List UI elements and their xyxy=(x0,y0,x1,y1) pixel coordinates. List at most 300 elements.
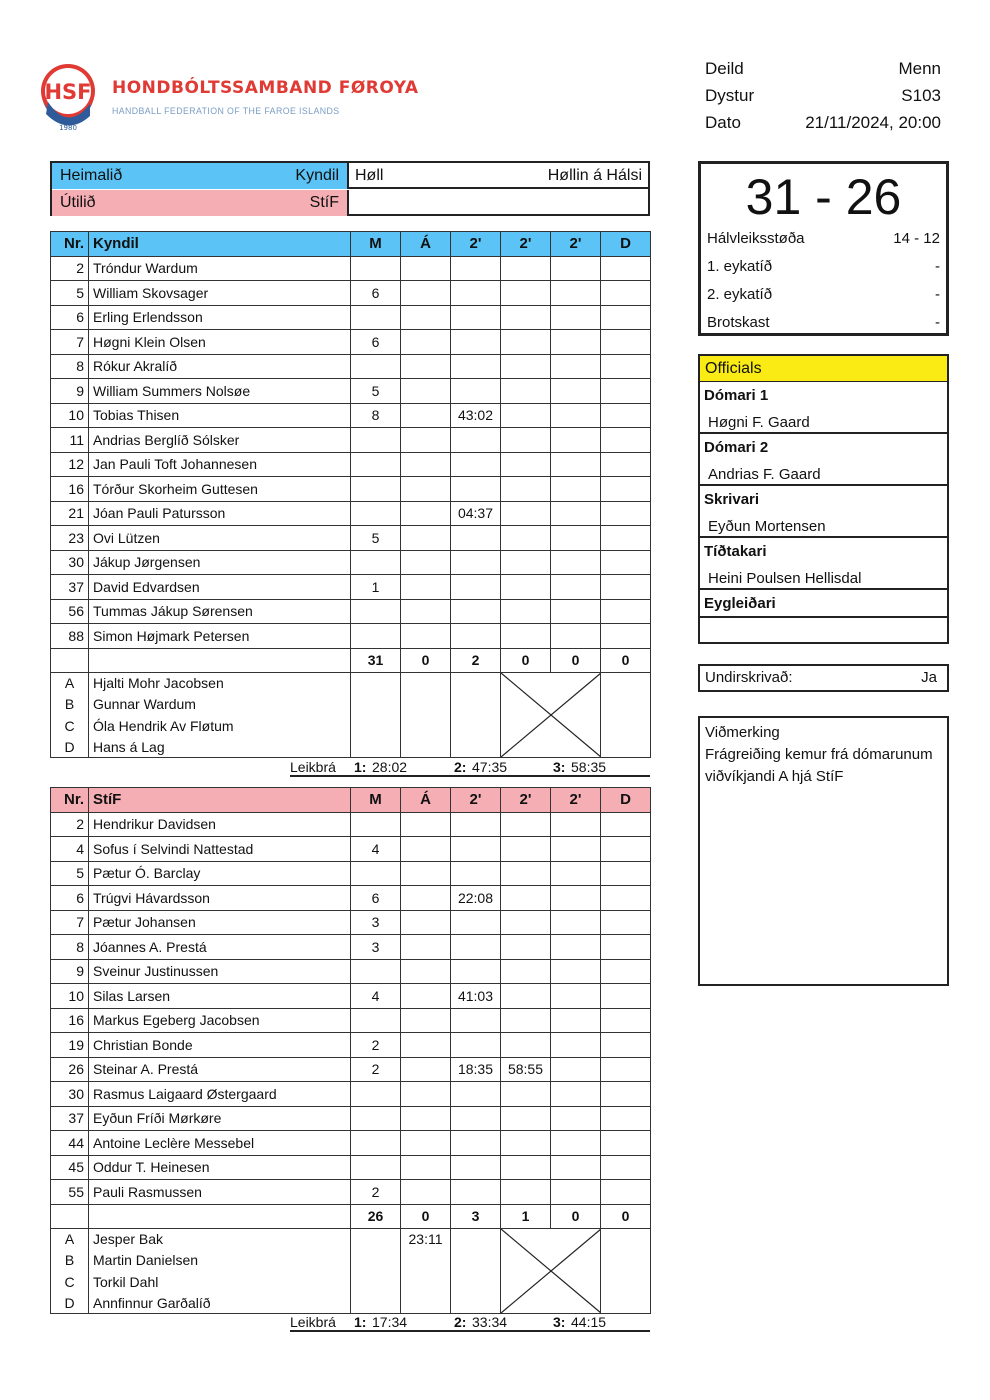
player-number: 10 xyxy=(51,984,89,1009)
player-a xyxy=(401,1155,451,1180)
player-number: 37 xyxy=(51,1106,89,1131)
player-t1 xyxy=(451,281,501,306)
player-a xyxy=(401,501,451,526)
player-a xyxy=(401,1106,451,1131)
player-row xyxy=(51,1057,651,1082)
timeout-2-value: 33:34 xyxy=(472,1314,508,1330)
player-t1: 41:03 xyxy=(451,984,501,1009)
official-letter: D xyxy=(51,1292,89,1313)
player-t3 xyxy=(551,1155,601,1180)
player-t1 xyxy=(451,305,501,330)
total-m: 31 xyxy=(351,648,401,673)
player-t3 xyxy=(551,1057,601,1082)
away-team-table xyxy=(50,787,651,1314)
player-number: 23 xyxy=(51,526,89,551)
home-team-name: Kyndil xyxy=(295,167,339,184)
official-warning: 23:11 xyxy=(401,1229,451,1314)
player-t2 xyxy=(501,550,551,575)
player-t3 xyxy=(551,501,601,526)
player-a xyxy=(401,886,451,911)
header-team-name: Kyndil xyxy=(89,232,351,257)
player-t1 xyxy=(451,330,501,355)
player-name: Tórður Skorheim Guttesen xyxy=(89,477,351,502)
officials-panel xyxy=(698,354,949,644)
player-m xyxy=(351,1106,401,1131)
player-name: Antoine Leclère Messebel xyxy=(89,1131,351,1156)
player-row xyxy=(51,526,651,551)
player-t1 xyxy=(451,599,501,624)
official-2min-cell xyxy=(451,673,501,758)
player-t3 xyxy=(551,305,601,330)
player-d xyxy=(601,959,651,984)
player-row xyxy=(51,1033,651,1058)
player-t1 xyxy=(451,452,501,477)
player-d xyxy=(601,599,651,624)
player-number: 16 xyxy=(51,1008,89,1033)
player-t2 xyxy=(501,452,551,477)
timeout-label: Leikbrá xyxy=(290,1314,336,1330)
player-a xyxy=(401,354,451,379)
player-t3 xyxy=(551,477,601,502)
final-score: 31 - 26 xyxy=(745,169,902,225)
player-t2 xyxy=(501,256,551,281)
player-t3 xyxy=(551,575,601,600)
header-d: D xyxy=(601,232,651,257)
header-a: Á xyxy=(401,788,451,813)
player-t2 xyxy=(501,575,551,600)
away-label: Útilið xyxy=(60,194,96,211)
player-d xyxy=(601,354,651,379)
player-row xyxy=(51,379,651,404)
player-row xyxy=(51,837,651,862)
player-t2 xyxy=(501,501,551,526)
player-number: 5 xyxy=(51,861,89,886)
player-name: Jákup Jørgensen xyxy=(89,550,351,575)
score-row-label: Hálvleiksstøða xyxy=(707,230,805,247)
player-number: 30 xyxy=(51,1082,89,1107)
timeout-3-value: 58:35 xyxy=(571,759,607,775)
crossed-out-cell xyxy=(501,1229,601,1314)
player-row xyxy=(51,305,651,330)
player-t3 xyxy=(551,837,601,862)
home-team-label xyxy=(52,163,349,189)
player-a xyxy=(401,403,451,428)
player-m xyxy=(351,354,401,379)
player-t2 xyxy=(501,1180,551,1205)
player-t2 xyxy=(501,477,551,502)
player-m xyxy=(351,550,401,575)
player-t1 xyxy=(451,354,501,379)
officials-header: Officials xyxy=(700,356,947,382)
player-t1 xyxy=(451,861,501,886)
player-number: 9 xyxy=(51,959,89,984)
crossed-out-cell xyxy=(501,673,601,758)
player-t1 xyxy=(451,1106,501,1131)
logo-emblem-text: HSF xyxy=(44,80,92,104)
player-row xyxy=(51,477,651,502)
player-d xyxy=(601,861,651,886)
timeout-1-value: 17:34 xyxy=(372,1314,408,1330)
header-2min-2: 2' xyxy=(501,232,551,257)
player-t2 xyxy=(501,935,551,960)
score-row-value: - xyxy=(935,258,940,275)
score-row xyxy=(707,314,940,331)
player-d xyxy=(601,501,651,526)
total-t3: 0 xyxy=(551,648,601,673)
player-number: 9 xyxy=(51,379,89,404)
player-m: 3 xyxy=(351,935,401,960)
meta-label: Dato xyxy=(705,113,741,132)
player-a xyxy=(401,1131,451,1156)
player-number: 7 xyxy=(51,330,89,355)
player-m xyxy=(351,428,401,453)
away-team-name: StíF xyxy=(309,194,339,211)
player-name: Pauli Rasmussen xyxy=(89,1180,351,1205)
player-d xyxy=(601,1082,651,1107)
team-official-row xyxy=(51,1229,651,1250)
player-t2 xyxy=(501,1131,551,1156)
score-row-label: Brotskast xyxy=(707,314,770,331)
player-m xyxy=(351,1155,401,1180)
meta-row xyxy=(705,55,941,82)
player-m: 4 xyxy=(351,984,401,1009)
player-row xyxy=(51,812,651,837)
player-t3 xyxy=(551,403,601,428)
player-t1 xyxy=(451,624,501,649)
official-2min-cell xyxy=(451,1229,501,1314)
player-name: Jan Pauli Toft Johannesen xyxy=(89,452,351,477)
hall-label: Høll xyxy=(355,167,384,184)
player-a xyxy=(401,330,451,355)
player-row xyxy=(51,575,651,600)
player-name: Pætur Johansen xyxy=(89,910,351,935)
timeout-3-label: 3: xyxy=(553,1314,566,1330)
official-name: Hans á Lag xyxy=(89,736,351,757)
player-number: 8 xyxy=(51,935,89,960)
timeout-1-value: 28:02 xyxy=(372,759,408,775)
player-t3 xyxy=(551,812,601,837)
official-role-title: Eygleiðari xyxy=(704,595,776,612)
player-m xyxy=(351,861,401,886)
player-number: 6 xyxy=(51,305,89,330)
player-name: Høgni Klein Olsen xyxy=(89,330,351,355)
player-number: 6 xyxy=(51,886,89,911)
player-m: 6 xyxy=(351,281,401,306)
player-t3 xyxy=(551,886,601,911)
player-number: 21 xyxy=(51,501,89,526)
player-t2 xyxy=(501,624,551,649)
player-name: Sofus í Selvindi Nattestad xyxy=(89,837,351,862)
player-m xyxy=(351,1131,401,1156)
player-t1: 22:08 xyxy=(451,886,501,911)
player-number: 16 xyxy=(51,477,89,502)
federation-subtitle: HANDBALL FEDERATION OF THE FAROE ISLANDS xyxy=(112,106,340,116)
team-official-row xyxy=(51,673,651,694)
player-m: 1 xyxy=(351,575,401,600)
official-letter: A xyxy=(51,673,89,694)
meta-row xyxy=(705,82,941,109)
player-m xyxy=(351,477,401,502)
player-t1 xyxy=(451,935,501,960)
player-row xyxy=(51,1106,651,1131)
player-t2 xyxy=(501,526,551,551)
player-m xyxy=(351,452,401,477)
total-t1: 2 xyxy=(451,648,501,673)
player-t3 xyxy=(551,861,601,886)
official-letter: A xyxy=(51,1229,89,1250)
player-a xyxy=(401,1082,451,1107)
player-t2 xyxy=(501,403,551,428)
total-t2: 1 xyxy=(501,1204,551,1229)
header-2min-2: 2' xyxy=(501,788,551,813)
player-t1 xyxy=(451,550,501,575)
player-m xyxy=(351,624,401,649)
meta-value: Menn xyxy=(898,59,941,78)
player-name: William Summers Nolsøe xyxy=(89,379,351,404)
player-d xyxy=(601,886,651,911)
totals-row xyxy=(51,648,651,673)
official-role-name: Heini Poulsen Hellisdal xyxy=(708,570,862,587)
official-role-title: Tíðtakari xyxy=(704,543,767,560)
player-t3 xyxy=(551,452,601,477)
official-role-block xyxy=(700,486,947,538)
score-row-label: 1. eykatíð xyxy=(707,258,773,275)
player-name: Tummas Jákup Sørensen xyxy=(89,599,351,624)
player-t2 xyxy=(501,910,551,935)
player-t3 xyxy=(551,1008,601,1033)
player-d xyxy=(601,1131,651,1156)
score-row-value: - xyxy=(935,314,940,331)
totals-blank xyxy=(89,648,351,673)
total-m: 26 xyxy=(351,1204,401,1229)
player-row xyxy=(51,501,651,526)
player-row xyxy=(51,910,651,935)
player-d xyxy=(601,403,651,428)
player-t2 xyxy=(501,837,551,862)
player-d xyxy=(601,935,651,960)
player-a xyxy=(401,526,451,551)
player-number: 55 xyxy=(51,1180,89,1205)
player-number: 30 xyxy=(51,550,89,575)
player-name: Tobias Thisen xyxy=(89,403,351,428)
remark-title: Viðmerking xyxy=(705,724,780,741)
player-t2 xyxy=(501,379,551,404)
player-t1: 43:02 xyxy=(451,403,501,428)
teams-info xyxy=(50,161,650,216)
player-name: Jóan Pauli Patursson xyxy=(89,501,351,526)
player-a xyxy=(401,1057,451,1082)
signed-value: Ja xyxy=(921,669,937,686)
player-t1: 04:37 xyxy=(451,501,501,526)
score-row xyxy=(707,230,940,247)
player-d xyxy=(601,837,651,862)
totals-blank xyxy=(51,1204,89,1229)
player-name: Rasmus Laigaard Østergaard xyxy=(89,1082,351,1107)
federation-name: HONDBÓLTSSAMBAND FØROYA xyxy=(112,78,419,98)
player-a xyxy=(401,861,451,886)
player-row xyxy=(51,330,651,355)
player-number: 12 xyxy=(51,452,89,477)
player-t1 xyxy=(451,428,501,453)
player-t3 xyxy=(551,624,601,649)
signed-box xyxy=(698,664,949,692)
player-a xyxy=(401,910,451,935)
header-2min-3: 2' xyxy=(551,788,601,813)
player-row xyxy=(51,959,651,984)
player-t3 xyxy=(551,935,601,960)
player-a xyxy=(401,1033,451,1058)
player-m: 2 xyxy=(351,1057,401,1082)
player-number: 26 xyxy=(51,1057,89,1082)
player-name: Eyðun Fríði Mørkøre xyxy=(89,1106,351,1131)
totals-blank xyxy=(51,648,89,673)
player-d xyxy=(601,575,651,600)
timeout-2-value: 47:35 xyxy=(472,759,508,775)
official-name: Óla Hendrik Av Fløtum xyxy=(89,715,351,736)
official-m-cell xyxy=(351,673,401,758)
player-name: Andrias Berglíð Sólsker xyxy=(89,428,351,453)
player-number: 44 xyxy=(51,1131,89,1156)
player-t1 xyxy=(451,910,501,935)
divider xyxy=(700,616,947,618)
player-d xyxy=(601,305,651,330)
meta-value: S103 xyxy=(901,86,941,105)
score-row-value: 14 - 12 xyxy=(893,230,940,247)
player-row xyxy=(51,1082,651,1107)
player-t2 xyxy=(501,354,551,379)
player-t1 xyxy=(451,1155,501,1180)
player-t2 xyxy=(501,428,551,453)
score-row xyxy=(707,286,940,303)
player-t1 xyxy=(451,477,501,502)
player-t1 xyxy=(451,526,501,551)
player-t3 xyxy=(551,379,601,404)
score-row xyxy=(707,258,940,275)
player-name: Simon Højmark Petersen xyxy=(89,624,351,649)
player-d xyxy=(601,1033,651,1058)
official-role-name: Andrias F. Gaard xyxy=(708,466,821,483)
player-t1 xyxy=(451,837,501,862)
player-t3 xyxy=(551,984,601,1009)
player-row xyxy=(51,935,651,960)
player-row xyxy=(51,428,651,453)
timeout-1-label: 1: xyxy=(354,1314,367,1330)
total-a: 0 xyxy=(401,648,451,673)
player-name: Jóannes A. Prestá xyxy=(89,935,351,960)
player-t3 xyxy=(551,1033,601,1058)
player-name: David Edvardsen xyxy=(89,575,351,600)
header-row xyxy=(51,788,651,813)
player-number: 5 xyxy=(51,281,89,306)
player-m xyxy=(351,256,401,281)
official-role-name: Eyðun Mortensen xyxy=(708,518,826,535)
player-name: Hendrikur Davidsen xyxy=(89,812,351,837)
player-t2 xyxy=(501,886,551,911)
player-t3 xyxy=(551,959,601,984)
timeout-3-value: 44:15 xyxy=(571,1314,607,1330)
cross-icon xyxy=(501,1229,601,1313)
player-d xyxy=(601,550,651,575)
player-t2 xyxy=(501,1106,551,1131)
player-t1 xyxy=(451,1131,501,1156)
player-t1 xyxy=(451,959,501,984)
official-name: Torkil Dahl xyxy=(89,1271,351,1292)
player-a xyxy=(401,935,451,960)
player-row xyxy=(51,256,651,281)
player-name: Christian Bonde xyxy=(89,1033,351,1058)
totals-row xyxy=(51,1204,651,1229)
player-d xyxy=(601,379,651,404)
federation-logo xyxy=(38,60,419,132)
player-number: 11 xyxy=(51,428,89,453)
player-d xyxy=(601,812,651,837)
timeout-2-label: 2: xyxy=(454,1314,467,1330)
home-label: Heimalið xyxy=(60,167,123,184)
player-row xyxy=(51,984,651,1009)
player-name: Ovi Lützen xyxy=(89,526,351,551)
header-team-name: StíF xyxy=(89,788,351,813)
official-d-cell xyxy=(601,1229,651,1314)
player-number: 2 xyxy=(51,256,89,281)
player-a xyxy=(401,379,451,404)
player-t3 xyxy=(551,1131,601,1156)
player-m: 3 xyxy=(351,910,401,935)
official-warning xyxy=(401,673,451,758)
player-name: Oddur T. Heinesen xyxy=(89,1155,351,1180)
signed-label: Undirskrivað: xyxy=(705,669,793,686)
player-m xyxy=(351,959,401,984)
official-role-block xyxy=(700,538,947,590)
official-name: Jesper Bak xyxy=(89,1229,351,1250)
player-number: 45 xyxy=(51,1155,89,1180)
header-m: M xyxy=(351,232,401,257)
player-name: Steinar A. Prestá xyxy=(89,1057,351,1082)
official-d-cell xyxy=(601,673,651,758)
player-row xyxy=(51,886,651,911)
logo-year: 1980 xyxy=(59,124,77,132)
player-t3 xyxy=(551,1106,601,1131)
player-m xyxy=(351,501,401,526)
player-t3 xyxy=(551,1082,601,1107)
player-number: 37 xyxy=(51,575,89,600)
player-a xyxy=(401,624,451,649)
player-a xyxy=(401,1008,451,1033)
player-a xyxy=(401,428,451,453)
player-a xyxy=(401,599,451,624)
player-m xyxy=(351,1008,401,1033)
total-d: 0 xyxy=(601,648,651,673)
player-a xyxy=(401,959,451,984)
player-m: 6 xyxy=(351,330,401,355)
player-t3 xyxy=(551,599,601,624)
player-t2 xyxy=(501,281,551,306)
player-a xyxy=(401,256,451,281)
player-t3 xyxy=(551,256,601,281)
official-name: Hjalti Mohr Jacobsen xyxy=(89,673,351,694)
player-t2 xyxy=(501,984,551,1009)
cross-icon xyxy=(501,673,601,757)
player-row xyxy=(51,1180,651,1205)
official-letter: C xyxy=(51,715,89,736)
official-role-title: Skrivari xyxy=(704,491,760,508)
player-m: 5 xyxy=(351,379,401,404)
header-2min-1: 2' xyxy=(451,788,501,813)
player-name: Silas Larsen xyxy=(89,984,351,1009)
score-row-label: 2. eykatíð xyxy=(707,286,773,303)
player-a xyxy=(401,305,451,330)
player-d xyxy=(601,1008,651,1033)
player-m xyxy=(351,1082,401,1107)
